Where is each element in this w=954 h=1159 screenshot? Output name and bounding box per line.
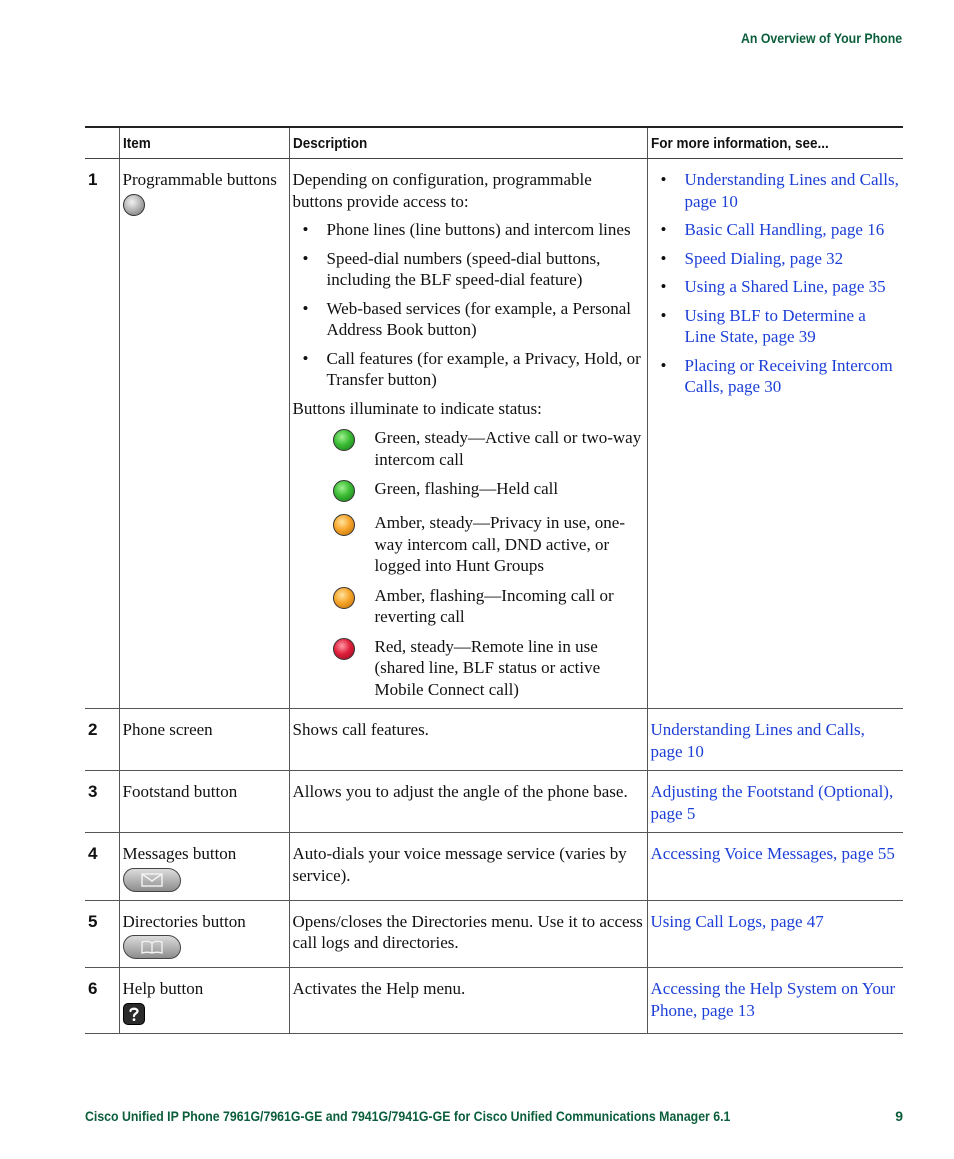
status-text: Green, flashing—Held call: [374, 479, 559, 498]
phone-features-table: [85, 126, 903, 1034]
row-number: 5: [85, 900, 119, 968]
item-cell: [119, 968, 289, 1034]
description-cell: Opens/closes the Directories menu. Use it to access call logs and directories.: [289, 900, 647, 968]
row-number: 1: [85, 159, 119, 709]
item-label: Footstand button: [119, 771, 289, 833]
reference-link[interactable]: Basic Call Handling, page 16: [684, 220, 885, 239]
reference-link[interactable]: Accessing the Help System on Your Phone, page 13: [650, 979, 896, 1020]
more-info-cell: [647, 968, 903, 1034]
table-row: [85, 968, 903, 1034]
more-info-cell: [647, 771, 903, 833]
status-item: [293, 636, 644, 701]
more-info-cell: [647, 900, 903, 968]
header-description: Description: [289, 127, 647, 159]
item-label: Directories button: [122, 911, 246, 931]
item-cell: [119, 159, 289, 709]
reference-link[interactable]: Placing or Receiving Intercom Calls, page 30: [684, 355, 893, 396]
reference-link[interactable]: Using Call Logs, page 47: [650, 911, 824, 931]
link-list: [651, 169, 901, 398]
description-intro: Depending on configuration, programmable buttons provide access to:: [292, 170, 592, 211]
status-text: Green, steady—Active call or two-way intercom call: [374, 428, 642, 469]
table-header-row: [85, 127, 903, 159]
header-more-info: For more information, see...: [647, 127, 903, 159]
more-info-cell: [647, 833, 903, 901]
status-text: Amber, flashing—Incoming call or reverting call: [374, 585, 614, 626]
status-text: Red, steady—Remote line in use (shared line, BLF status or active Mobile Connect call): [374, 636, 601, 699]
more-info-cell: [647, 709, 903, 771]
description-cell: Allows you to adjust the angle of the phone base.: [289, 771, 647, 833]
status-item: [293, 512, 644, 577]
list-item: • Web-based services (for example, a Personal Address Book button): [293, 298, 644, 341]
table-row: [85, 771, 903, 833]
reference-link[interactable]: Understanding Lines and Calls, page 10: [684, 170, 899, 211]
description-cell: [289, 159, 647, 709]
amber-led-icon: [333, 514, 355, 536]
table-row: [85, 709, 903, 771]
list-item: • Speed-dial numbers (speed-dial buttons, including the BLF speed-dial feature): [293, 248, 644, 291]
reference-link[interactable]: Speed Dialing, page 32: [684, 248, 844, 268]
green-led-icon: [333, 429, 355, 451]
envelope-icon: [123, 868, 181, 892]
book-icon: [123, 935, 181, 959]
red-led-icon: [333, 638, 355, 660]
item-label: Programmable buttons: [122, 170, 277, 189]
row-number: 4: [85, 833, 119, 901]
page-number: 9: [895, 1108, 903, 1124]
page-header: An Overview of Your Phone: [740, 30, 902, 46]
status-item: [293, 427, 644, 470]
reference-link[interactable]: Using a Shared Line, page 35: [684, 277, 886, 296]
status-intro: Buttons illuminate to indicate status:: [292, 398, 542, 418]
header-num: [85, 127, 119, 159]
amber-led-icon: [333, 587, 355, 609]
help-question-icon: [123, 1003, 145, 1025]
page-footer: [85, 1108, 903, 1124]
footer-title: Cisco Unified IP Phone 7961G/7961G-GE and 7941G/7941G-GE for Cisco Unified Communications Manager 6.1: [85, 1108, 731, 1124]
item-cell: [119, 900, 289, 968]
item-label: Help button: [122, 979, 204, 998]
row-number: 3: [85, 771, 119, 833]
item-cell: [119, 833, 289, 901]
reference-link[interactable]: Using BLF to Determine a Line State, page 39: [684, 305, 866, 346]
reference-link[interactable]: Understanding Lines and Calls, page 10: [650, 720, 865, 761]
table-row: [85, 833, 903, 901]
description-cell: Shows call features.: [289, 709, 647, 771]
header-item: Item: [119, 127, 289, 159]
status-item: [293, 585, 644, 628]
item-label: Phone screen: [119, 709, 289, 771]
table-row: [85, 159, 903, 709]
reference-link[interactable]: Adjusting the Footstand (Optional), page 5: [650, 782, 894, 823]
table-row: [85, 900, 903, 968]
description-cell: Auto-dials your voice message service (varies by service).: [289, 833, 647, 901]
row-number: 2: [85, 709, 119, 771]
description-cell: Activates the Help menu.: [289, 968, 647, 1034]
item-label: Messages button: [122, 844, 237, 863]
feature-list: [293, 219, 644, 391]
list-item: • Call features (for example, a Privacy, Hold, or Transfer button): [293, 348, 644, 391]
reference-link[interactable]: Accessing Voice Messages, page 55: [650, 844, 895, 863]
list-item: • Phone lines (line buttons) and intercom lines: [293, 219, 644, 241]
status-item: [293, 478, 644, 504]
status-text: Amber, steady—Privacy in use, one-way intercom call, DND active, or logged into Hunt Groups: [374, 513, 625, 575]
row-number: 6: [85, 968, 119, 1034]
more-info-cell: [647, 159, 903, 709]
green-led-icon: [333, 480, 355, 502]
programmable-button-icon: [123, 194, 145, 216]
